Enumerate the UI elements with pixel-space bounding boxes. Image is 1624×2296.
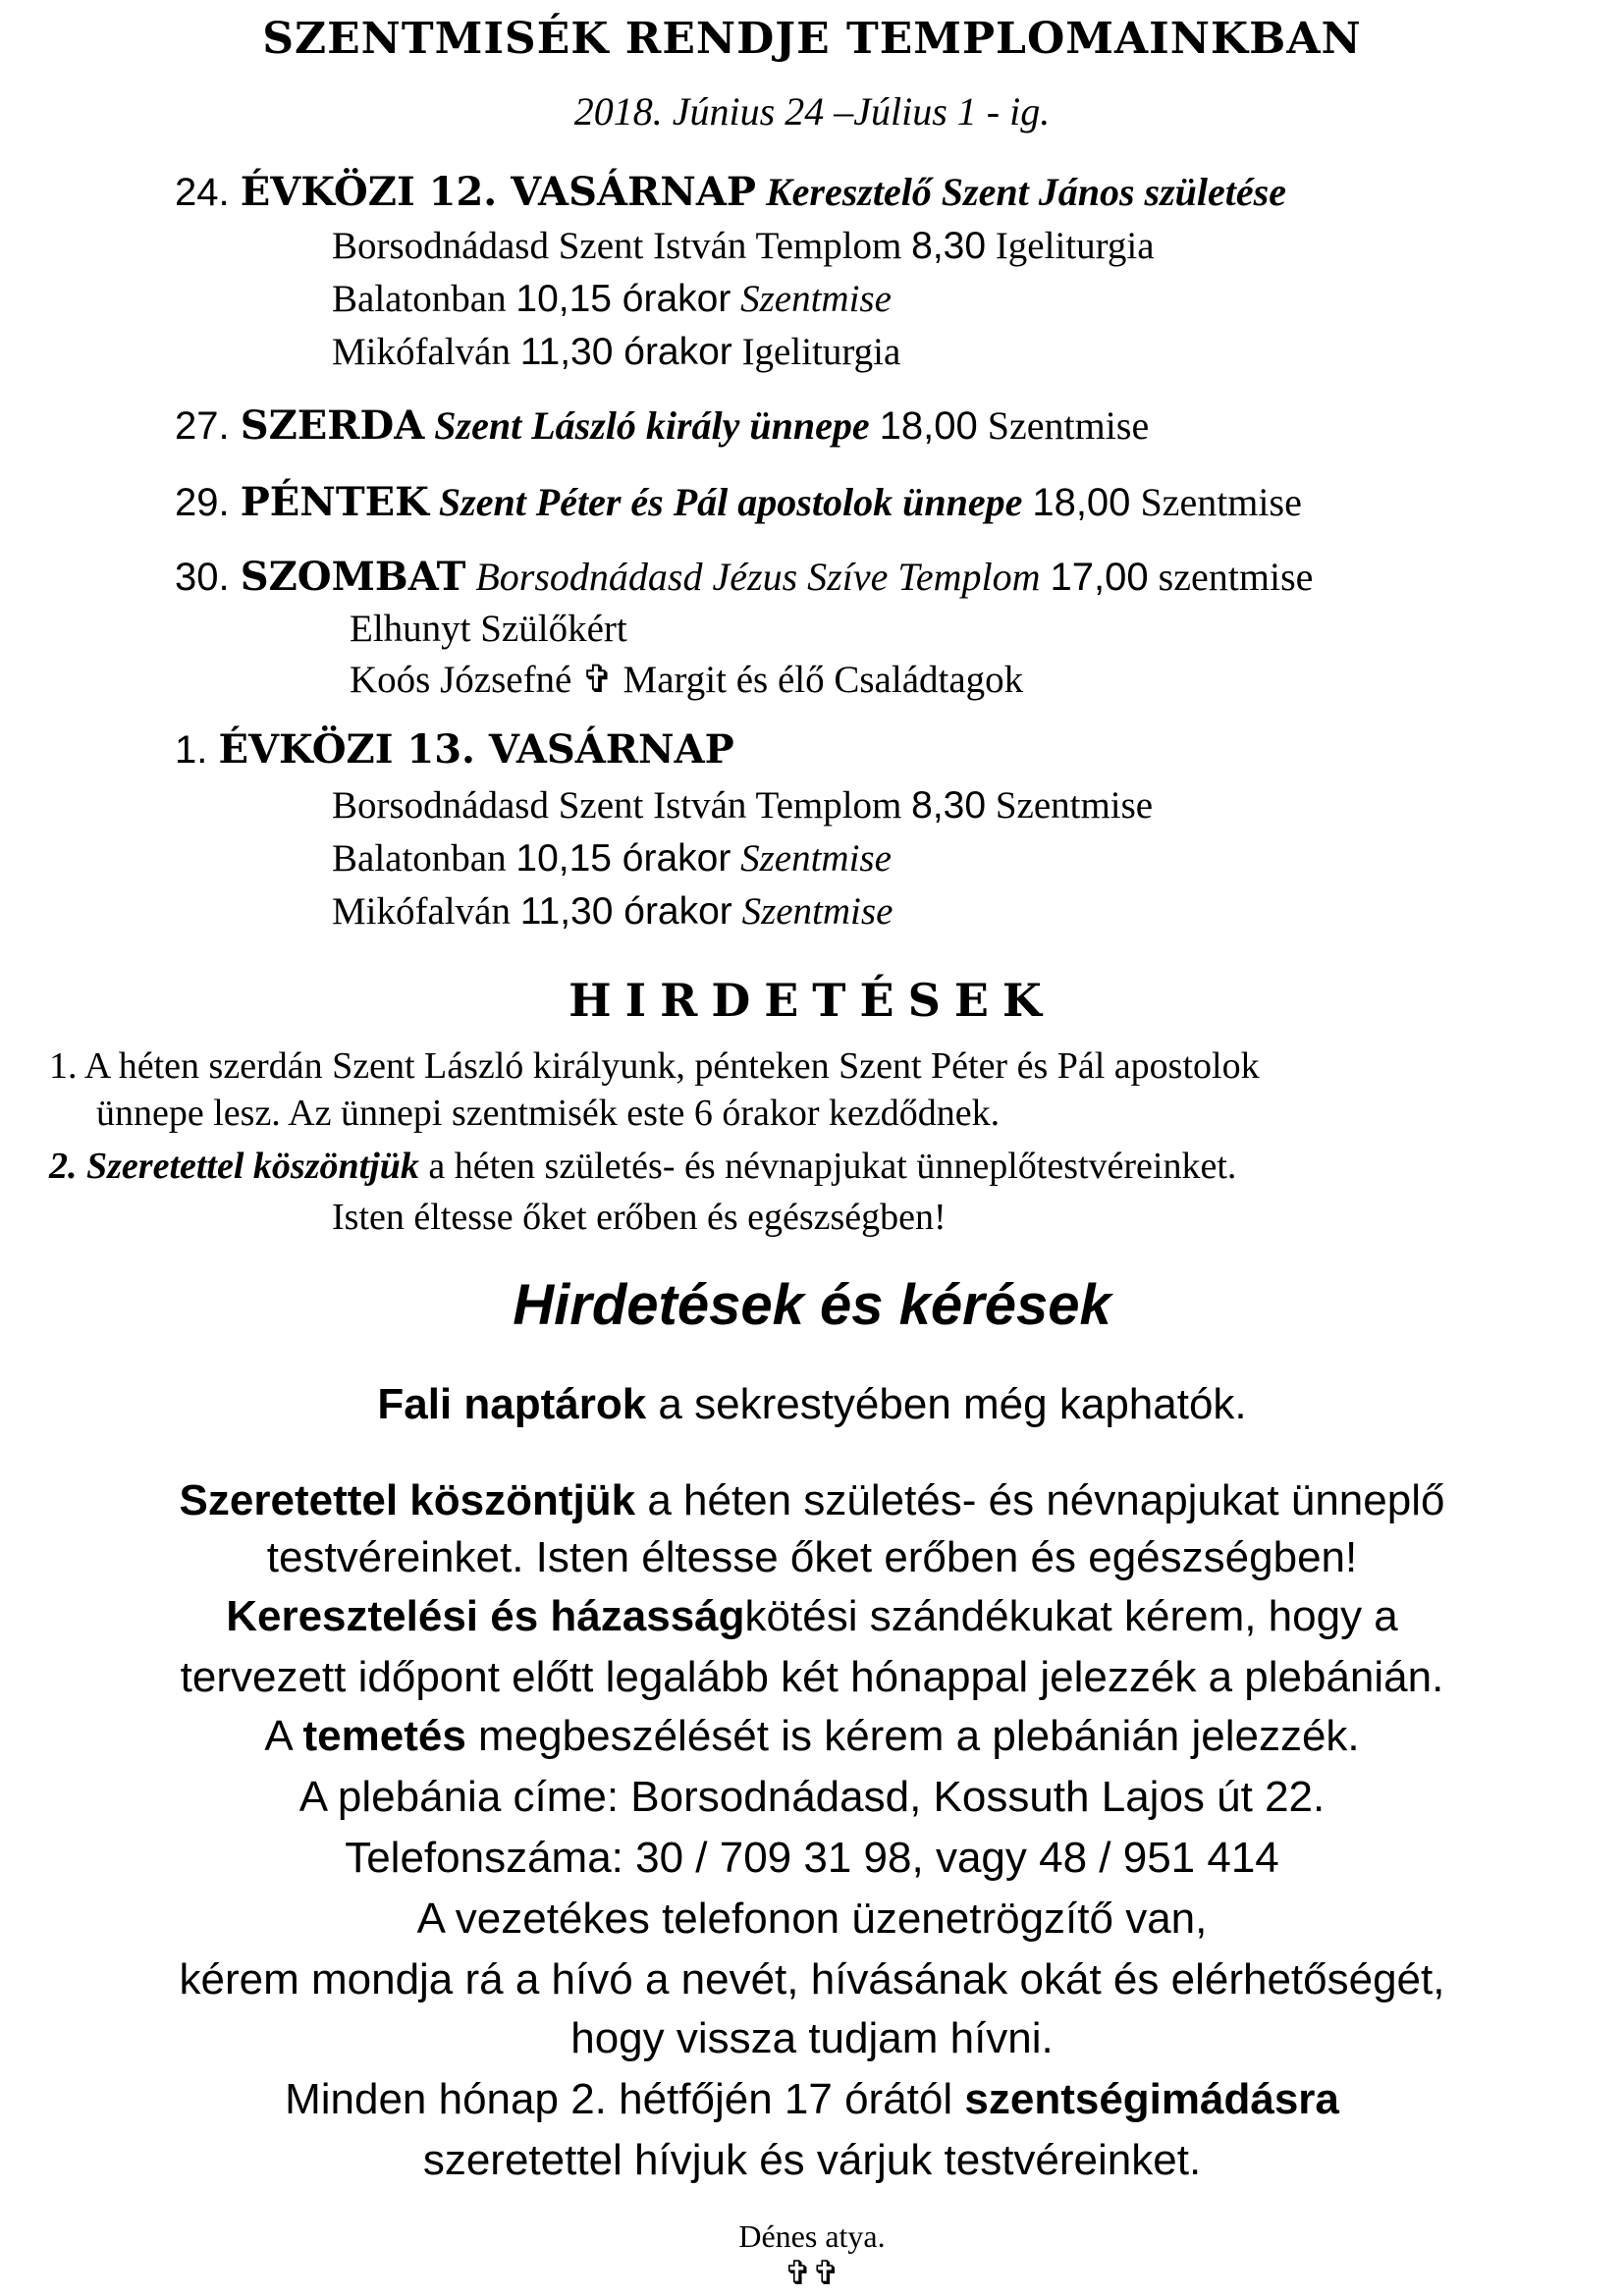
notice-emphasis: Fali naptárok (377, 1380, 647, 1428)
announcements-title: HIRDETÉSEK (568, 974, 1056, 1027)
notice-emphasis: szentségimádásra (964, 2075, 1339, 2123)
day-name: SZOMBAT (240, 554, 466, 600)
notice-text: megbeszélését is kérem a plebánián jelezzék. (465, 1712, 1360, 1760)
notice-greeting-line2: testvéreinket. Isten éltesse őket erőben és egészségben! (266, 1533, 1358, 1581)
day-name: ÉVKÖZI 12. VASÁRNAP (240, 169, 756, 215)
mass-time: 8,30 (911, 225, 987, 267)
mass-time: 18,00 (1032, 481, 1131, 524)
notice-text: Minden hónap 2. hétfőjén 17 órától (285, 2075, 965, 2123)
mass-type: Szentmise (986, 784, 1154, 827)
feast-name: Szent László király ünnepe (434, 403, 870, 448)
announcement-2-line2: Isten éltesse őket erőben és egészségben! (332, 1197, 947, 1238)
mass-place: Balatonban (332, 837, 516, 880)
cross-icon: ✞✞ (784, 2256, 840, 2292)
mass-place: Borsodnádasd Jézus Szíve Templom (475, 555, 1041, 599)
date-range: 2018. Június 24 –Július 1 - ig. (573, 89, 1051, 133)
mass-time: 10,15 órakor (515, 278, 731, 320)
day-number: 27. (175, 404, 241, 448)
page-title: SZENTMISÉK RENDJE TEMPLOMAINKBAN (262, 14, 1362, 64)
notice-phone: Telefonszáma: 30 / 709 31 98, vagy 48 / 951 414 (345, 1834, 1279, 1882)
mass-intention: Elhunyt Szülőkért (350, 608, 627, 650)
day-name: ÉVKÖZI 13. VASÁRNAP (218, 726, 734, 773)
day-name: SZERDA (240, 402, 425, 449)
mass-place: Mikófalván (332, 331, 520, 373)
mass-type: Szentmise (1130, 480, 1302, 524)
notice-emphasis: temetés (302, 1712, 466, 1760)
notice-text: a sekrestyében még kaphatók. (646, 1380, 1247, 1428)
day-1-heading (175, 726, 734, 773)
day-number: 1. (175, 728, 219, 772)
mass-time: 17,00 (1050, 556, 1149, 599)
day-27-heading (175, 402, 1149, 449)
notice-emphasis: Szeretettel köszöntjük (179, 1476, 636, 1524)
notice-adoration-line2: szeretettel hívjuk és várjuk testvéreinket. (422, 2136, 1202, 2184)
mass-line (332, 889, 893, 934)
day-24-heading (175, 169, 1286, 215)
mass-type: Szentmise (741, 890, 893, 933)
mass-time: 11,30 órakor (519, 890, 732, 933)
day-name: PÉNTEK (240, 479, 429, 525)
notice-answering-machine: A vezetékes telefonon üzenetrögzítő van, (416, 1895, 1208, 1943)
mass-type: szentmise (1148, 555, 1314, 599)
feast-name: Keresztelő Szent János születése (765, 170, 1286, 214)
mass-place: Borsodnádasd Szent István Templom (332, 784, 912, 827)
mass-time: 8,30 (911, 784, 987, 827)
notice-text: kötési szándékukat kérem, hogy a (744, 1592, 1398, 1640)
notice-adoration-line1 (0, 2075, 1624, 2124)
mass-type: Igeliturgia (731, 331, 901, 373)
notice-callback-line2: hogy vissza tudjam hívni. (570, 2014, 1054, 2062)
mass-line (332, 224, 1155, 268)
mass-time: 11,30 órakor (519, 331, 732, 373)
mass-line (332, 783, 1153, 828)
mass-type: Szentmise (977, 403, 1150, 448)
mass-type: Szentmise (740, 837, 892, 880)
notice-sacraments-line1 (0, 1592, 1624, 1641)
signature: Dénes atya. (738, 2218, 886, 2254)
notice-callback-line1: kérem mondja rá a hívó a nevét, hívásának okát és elérhetőségét, (179, 1955, 1445, 2003)
notice-emphasis: Keresztelési és házasság (226, 1592, 745, 1640)
mass-type: Igeliturgia (986, 225, 1155, 267)
notice-address: A plebánia címe: Borsodnádasd, Kossuth Lajos út 22. (298, 1773, 1326, 1821)
notice-calendars (0, 1380, 1624, 1429)
mass-time: 10,15 órakor (515, 837, 731, 880)
mass-line (332, 836, 892, 881)
notice-greeting-line1 (0, 1476, 1624, 1525)
notice-text: a héten születés- és névnapjukat ünneplő (635, 1476, 1445, 1524)
mass-line (332, 330, 900, 374)
notice-sacraments-line2: tervezett időpont előtt legalább két hónappal jelezzék a plebánián. (180, 1653, 1444, 1701)
mass-time: 18,00 (879, 404, 978, 448)
feast-name: Szent Péter és Pál apostolok ünnepe (438, 480, 1023, 524)
mass-line (332, 277, 892, 321)
mass-type: Szentmise (740, 278, 892, 320)
notice-text: A (264, 1712, 303, 1760)
announcement-text: a héten születés- és névnapjukat ünneplőtestvéreinket. (418, 1146, 1237, 1187)
mass-place: Balatonban (332, 278, 516, 320)
notice-funeral (0, 1712, 1624, 1761)
announcement-2-line1 (49, 1145, 1236, 1188)
mass-place: Borsodnádasd Szent István Templom (332, 225, 912, 267)
notices-title: Hirdetések és kérések (513, 1273, 1111, 1337)
day-number: 30. (175, 556, 241, 599)
day-number: 24. (175, 171, 241, 214)
day-30-heading (175, 554, 1313, 600)
announcement-1-line1: 1. A héten szerdán Szent László királyunk, pénteken Szent Péter és Pál apostolok (49, 1045, 1260, 1087)
day-number: 29. (175, 481, 241, 524)
announcement-1-line2: ünnepe lesz. Az ünnepi szentmisék este 6 órakor kezdődnek. (96, 1093, 1001, 1134)
mass-intention: Koós Józsefné ✞ Margit és élő Családtagok (350, 659, 1024, 701)
announcement-emphasis: 2. Szeretettel köszöntjük (49, 1146, 419, 1187)
mass-place: Mikófalván (332, 890, 520, 933)
day-29-heading (175, 479, 1302, 525)
